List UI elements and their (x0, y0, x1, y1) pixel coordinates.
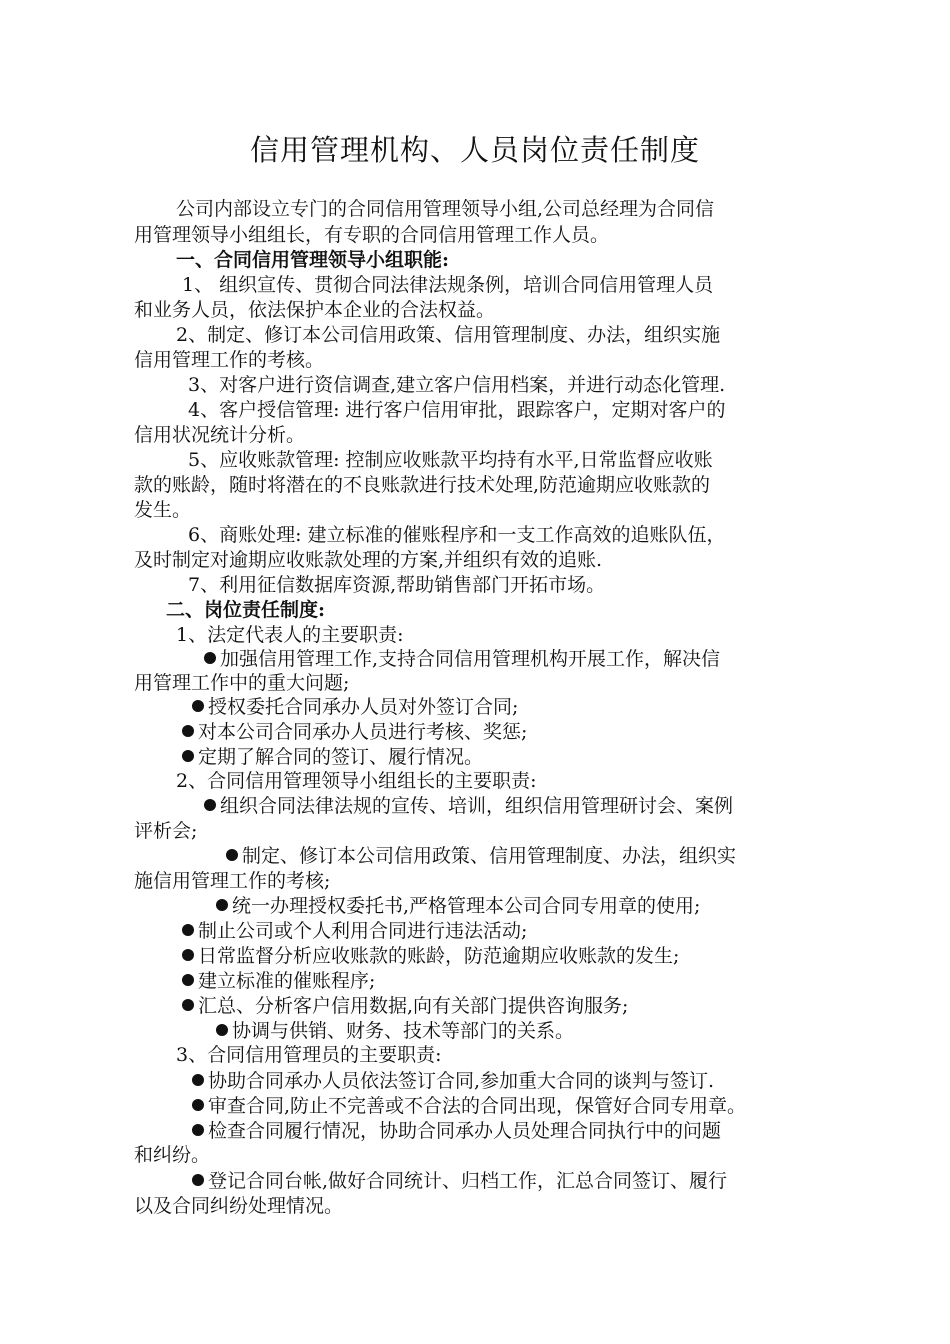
paragraph-line: 公司内部设立专门的合同信用管理领导小组,公司总经理为合同信 (176, 198, 715, 220)
paragraph-line: 款的账龄，随时将潜在的不良账款进行技术处理,防范逾期应收账款的 (134, 474, 711, 496)
bullet-dot-icon (192, 1124, 204, 1136)
bullet-dot-icon (182, 750, 194, 762)
list-item: 6、商账处理: 建立标准的催账程序和一支工作高效的追账队伍， (188, 524, 726, 546)
bullet-dot-icon (182, 999, 194, 1011)
list-item: 2、制定、修订本公司信用政策、信用管理制度、办法，组织实施 (176, 324, 721, 346)
bullet-item: 日常监督分析应收账款的账龄，防范逾期应收账款的发生; (182, 943, 679, 969)
paragraph-line: 评析会; (134, 820, 198, 842)
bullet-dot-icon (182, 974, 194, 986)
bullet-item: 检查合同履行情况，协助合同承办人员处理合同执行中的问题 (192, 1118, 721, 1144)
paragraph-line: 信用状况统计分析。 (134, 424, 306, 446)
list-item: 7、利用征信数据库资源,帮助销售部门开拓市场。 (188, 574, 606, 596)
paragraph-line: 信用管理工作的考核。 (134, 349, 325, 371)
section-heading: 二、岗位责任制度: (166, 599, 326, 621)
bullet-item: 制止公司或个人利用合同进行违法活动; (182, 918, 527, 944)
section-heading: 一、合同信用管理领导小组职能: (176, 249, 450, 271)
bullet-dot-icon (192, 1174, 204, 1186)
document-title: 信用管理机构、人员岗位责任制度 (249, 133, 700, 167)
subsection-heading: 1、法定代表人的主要职责: (176, 624, 404, 646)
bullet-item: 建立标准的催账程序; (182, 968, 375, 994)
subsection-heading: 3、合同信用管理员的主要职责: (176, 1044, 442, 1066)
bullet-item: 统一办理授权委托书,严格管理本公司合同专用章的使用; (216, 893, 700, 919)
bullet-dot-icon (192, 1099, 204, 1111)
bullet-item: 汇总、分析客户信用数据,向有关部门提供咨询服务; (182, 993, 628, 1019)
paragraph-line: 施信用管理工作的考核; (134, 870, 331, 892)
paragraph-line: 及时制定对逾期应收账款处理的方案,并组织有效的追账. (134, 549, 603, 571)
bullet-item: 登记合同台帐,做好合同统计、归档工作，汇总合同签订、履行 (192, 1168, 727, 1194)
bullet-dot-icon (192, 1074, 204, 1086)
bullet-item: 组织合同法律法规的宣传、培训，组织信用管理研讨会、案例 (204, 793, 733, 819)
paragraph-line: 以及合同纠纷处理情况。 (134, 1195, 344, 1217)
bullet-dot-icon (216, 1024, 228, 1036)
bullet-item: 协调与供销、财务、技术等部门的关系。 (216, 1018, 574, 1044)
bullet-dot-icon (182, 725, 194, 737)
bullet-dot-icon (204, 799, 216, 811)
bullet-dot-icon (182, 949, 194, 961)
list-item: 3、对客户进行资信调查,建立客户信用档案，并进行动态化管理. (188, 374, 726, 396)
bullet-item: 授权委托合同承办人员对外签订合同; (192, 694, 518, 720)
list-item: 4、客户授信管理: 进行客户信用审批，跟踪客户，定期对客户的 (188, 399, 726, 421)
bullet-item: 对本公司合同承办人员进行考核、奖惩; (182, 719, 527, 745)
paragraph-line: 用管理工作中的重大问题; (134, 672, 350, 694)
paragraph-line: 和业务人员，依法保护本企业的合法权益。 (134, 299, 496, 321)
bullet-dot-icon (226, 849, 238, 861)
bullet-dot-icon (204, 652, 216, 664)
paragraph-line: 和纠纷。 (134, 1144, 211, 1166)
subsection-heading: 2、合同信用管理领导小组组长的主要职责: (176, 770, 537, 792)
paragraph-line: 用管理领导小组组长，有专职的合同信用管理工作人员。 (134, 224, 610, 246)
bullet-dot-icon (182, 924, 194, 936)
bullet-item: 定期了解合同的签订、履行情况。 (182, 744, 483, 770)
bullet-item: 制定、修订本公司信用政策、信用管理制度、办法，组织实 (226, 843, 736, 869)
bullet-item: 协助合同承办人员依法签订合同,参加重大合同的谈判与签订. (192, 1068, 714, 1094)
paragraph-line: 发生。 (134, 499, 192, 521)
bullet-item: 审查合同,防止不完善或不合法的合同出现，保管好合同专用章。 (192, 1093, 746, 1119)
bullet-item: 加强信用管理工作,支持合同信用管理机构开展工作，解决信 (204, 646, 720, 672)
list-item: 5、应收账款管理: 控制应收账款平均持有水平,日常监督应收账 (188, 449, 713, 471)
bullet-dot-icon (192, 700, 204, 712)
list-item: 1、 组织宣传、贯彻合同法律法规条例，培训合同信用管理人员 (182, 274, 714, 296)
bullet-dot-icon (216, 899, 228, 911)
